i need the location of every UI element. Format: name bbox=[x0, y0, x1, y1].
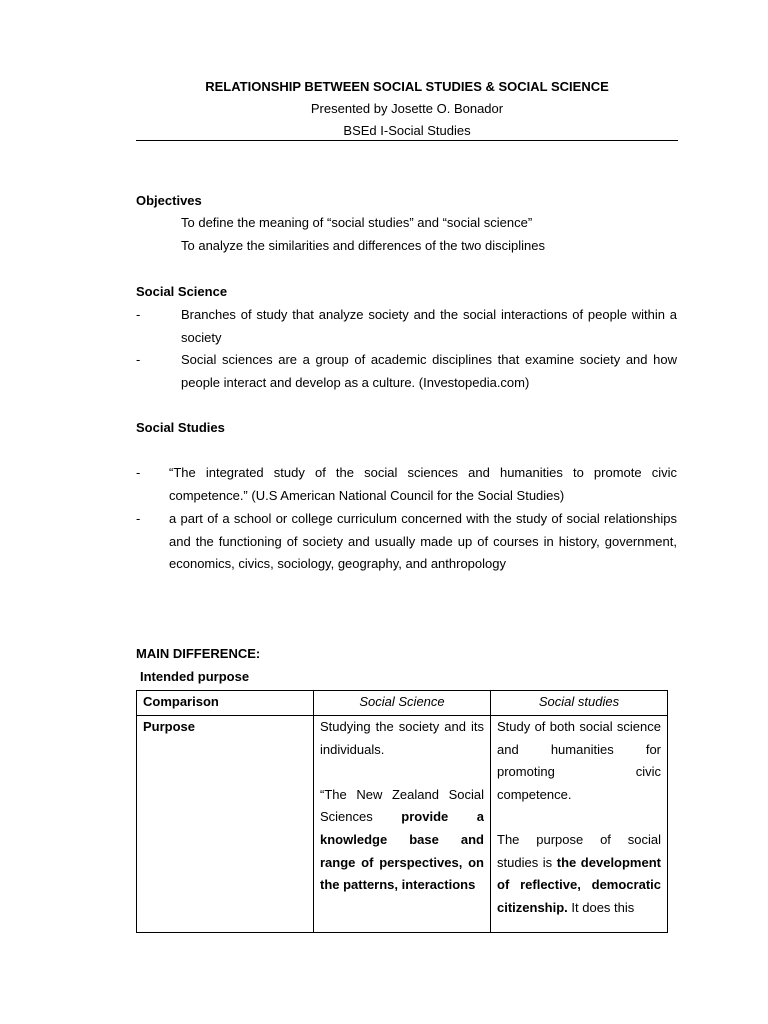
cell-text-plain: “The New Zealand Social Sciences bbox=[320, 786, 484, 825]
social-science-item: Social sciences are a group of academic disciplines that examine society and how people interact and develop as a culture. (Investopedia.com) bbox=[181, 352, 677, 390]
social-studies-heading: Social Studies bbox=[136, 420, 225, 435]
document-header bbox=[136, 76, 678, 142]
cell-text-tail: It does this bbox=[567, 899, 635, 915]
intended-purpose-subheading: Intended purpose bbox=[140, 669, 250, 684]
cell-paragraph: Studying the society and its individuals. bbox=[320, 719, 484, 757]
social-science-heading: Social Science bbox=[136, 284, 228, 299]
table-header-cell: Comparison bbox=[137, 691, 314, 716]
bullet-dash: - bbox=[136, 511, 141, 526]
social-studies-purpose-cell bbox=[491, 716, 668, 933]
objectives-heading: Objectives bbox=[136, 193, 202, 208]
table-row bbox=[137, 716, 668, 933]
table-header-cell: Social studies bbox=[491, 691, 668, 716]
cell-text-bold: provide a knowledge base and range of perspectives, on the patterns, interactions bbox=[320, 809, 484, 893]
document-title: RELATIONSHIP BETWEEN SOCIAL STUDIES & SOCIAL SCIENCE bbox=[205, 79, 609, 94]
table-header-row bbox=[137, 691, 668, 716]
social-studies-item: a part of a school or college curriculum concerned with the study of social relationships and the functioning of society and usually made up of courses in history, government, economics, civics, sociology, geography, and anthropology bbox=[169, 511, 677, 572]
main-difference-heading: MAIN DIFFERENCE: bbox=[136, 646, 261, 661]
course-line: BSEd I-Social Studies bbox=[343, 123, 471, 138]
objective-item: To analyze the similarities and differences of the two disciplines bbox=[181, 238, 545, 253]
social-science-purpose-cell bbox=[314, 716, 491, 933]
comparison-table bbox=[136, 690, 668, 933]
cell-text-plain: The purpose of social studies is bbox=[497, 831, 661, 870]
social-science-item: Branches of study that analyze society and the social interactions of people within a society bbox=[181, 307, 677, 345]
social-studies-item: “The integrated study of the social sciences and humanities to promote civic competence.” (U.S American National Council for the Social Studies) bbox=[169, 465, 677, 503]
bullet-dash: - bbox=[136, 307, 141, 322]
cell-text-bold: the development of reflective, democratic citizenship. bbox=[497, 854, 661, 915]
presenter-line: Presented by Josette O. Bonador bbox=[310, 101, 504, 116]
bullet-dash: - bbox=[136, 465, 141, 480]
cell-paragraph bbox=[320, 784, 484, 897]
header-divider bbox=[136, 140, 678, 141]
bullet-dash: - bbox=[136, 352, 141, 367]
cell-paragraph bbox=[497, 829, 661, 919]
objective-item: To define the meaning of “social studies” and “social science” bbox=[181, 215, 533, 230]
row-label-purpose: Purpose bbox=[137, 716, 314, 933]
table-header-cell: Social Science bbox=[314, 691, 491, 716]
cell-paragraph: Study of both social science and humanities for promoting civic competence. bbox=[497, 719, 661, 802]
